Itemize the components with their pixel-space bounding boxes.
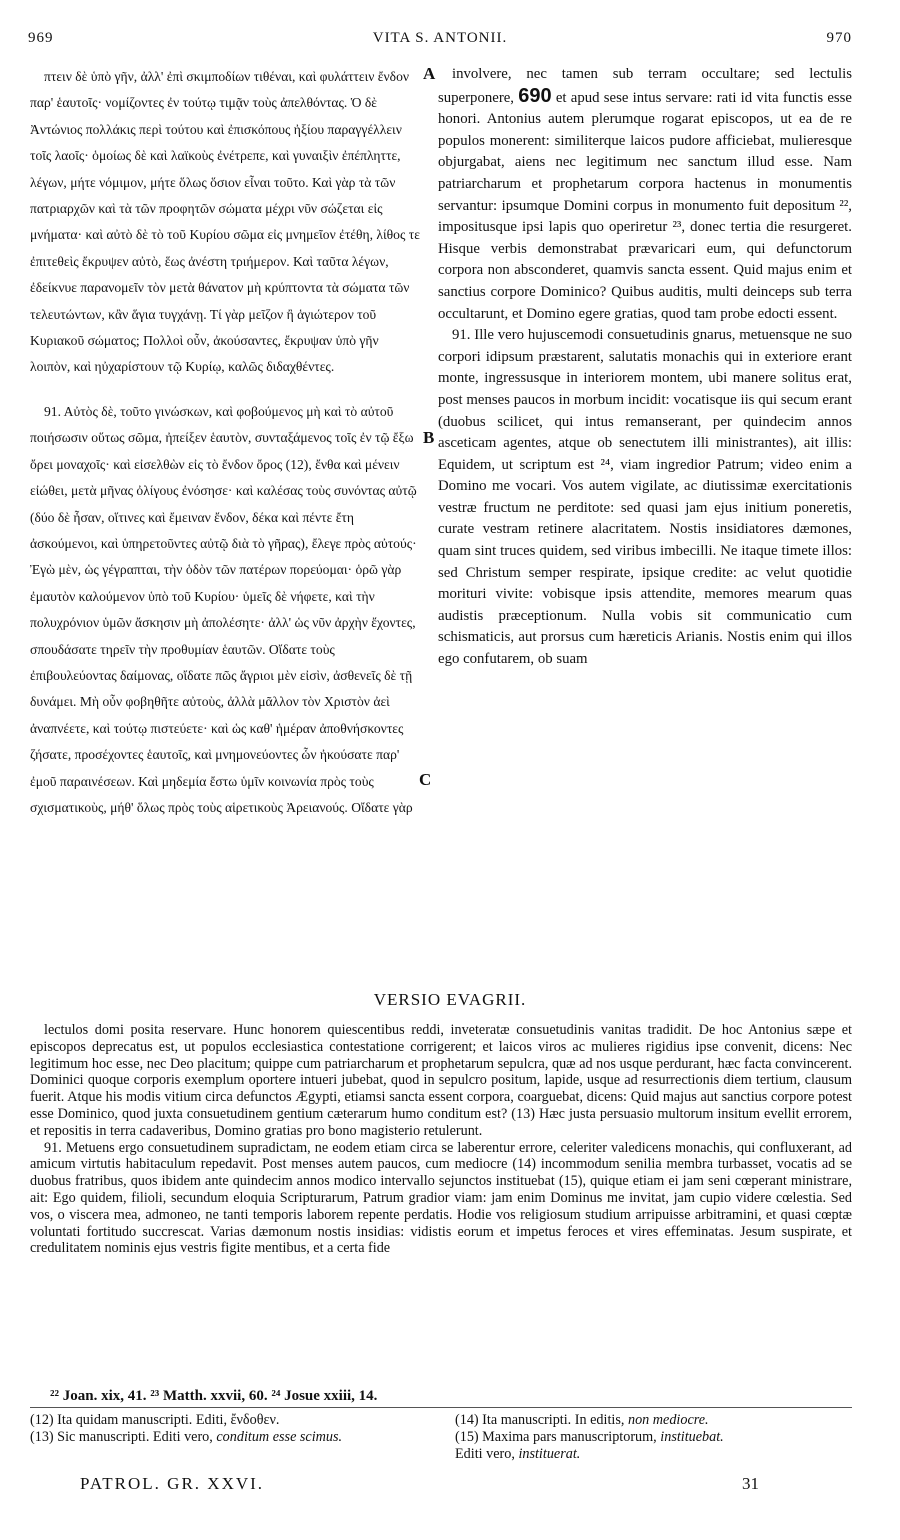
footnote-divider [30,1407,852,1408]
footnote: (12) Ita quidam manuscripti. Editi, ἔνδοθεν. [30,1412,280,1428]
volume-label: PATROL. GR. XXVI. [80,1474,265,1493]
section-marker-c: C [419,770,432,789]
page-number-left: 969 [28,30,54,46]
scripture-references: ²² Joan. xix, 41. ²³ Matth. xxvii, 60. ²⁴ Josue xxiii, 14. [50,1388,378,1404]
versio-paragraph: 91. Metuens ergo consuetudinem supradictam, ne eodem etiam circa se laberentur errore, celeriter valedicens monachis, qui confluxerant, ad amicum virtutis habitaculum repedavit. Post menses autem paucos, cum mediocre (14) incommodum senilia membra turbasset, vocatis ad se duobus fratribus, quos ibidem ante quindecim annos modico intervallo sejunctos instituebat (15), quique etiam ei jam seni cœperant ministrare, ait: Ego quidem, filioli, secundum eloquia Scripturarum, Patrum gradior viam: jam enim Dominus me invitat, jam cupio videre cœlestia. Sed vos, o viscera mea, admoneo, ne tanti temporis laborem repente perdatis. Hodie vos religiosum studium arripuisse arbitramini, et quasi cœptæ voluntati fortitudo succrescat. Varias dæmonum nostis insidias: vidistis eorum et impetus feroces et vires effeminatas. Jesum suspirate, et credulitatem nominis ejus vestris figite mentibus, et a certa fide [30,1139,852,1257]
page-header [28,30,852,52]
running-title: VITA S. ANTONII. [372,30,508,46]
migne-column-number: 690 [518,84,552,107]
signature-number: 31 [742,1474,759,1493]
section-marker-a: A [423,64,436,83]
footnote: (14) Ita manuscripti. In editis, non mediocre. [455,1412,709,1428]
footnote: (15) Maxima pars manuscriptorum, instituebat. Editi vero, instituerat. [455,1429,724,1462]
latin-paragraph: involvere, nec tamen sub terram occultare; sed lectulis superponere, 690 et apud sese intus servare: rati id vita functis esse honori. Antonius autem plerumque rogarat episcopos, ut ea de re populos monerent: similiterque laicos pudore afficiebat, mulieresque objurgabat, aiens nec legitimum nec sanctum illud esse. Nam patriarcharum et prophetarum corpora hactenus in monumentis servantur: ipsumque Domini corpus in monumento fuit depositum ²², impositusque ipsi lapis quo operiretur ²³, donec tertia die resurgeret. Hisque verbis demonstrabat prævaricari eum, qui defunctorum corpora non absconderet, quamvis sancta essent. Quid majus enim et sanctius corpore Dominico? Quibus auditis, multi deinceps sub terra occultarunt, et Domino egere gratias, quod tam probe edocti essent. [438,66,852,322]
latin-paragraph: 91. Ille vero hujuscemodi consuetudinis gnarus, metuensque ne suo corpori idipsum præstarent, salutatis monachis qui in exteriore erant monte, ingressusque in interiorem montem, ubi manere solitus erat, post menses paucos in morbum incidit: vocatisque iis qui secum erant (duobus scilicet, qui intus remanserant, per quindecim annos asceticam agentes, atque ob senectutem illi ministrantes), ait illis: Equidem, ut scriptum est ²⁴, viam ingredior Patrum; video enim a Domino me vocari. Vos autem vigilate, ac diutissimæ exercitationis vestræ fructum ne perditote: sed quasi jam ejus initium poneretis, curate vestram retinere alacritatem. Nostis insidiatores dæmones, quam sint truces quidem, sed viribus imbecilli. Ne itaque timete illos: sed Christum semper respirate, ipsique credite: ac velut quotidie morituri vivite: vobisque ipsis attendite, memores mearum quas audistis præceptionum. Nulla vobis sit communicatio cum schismaticis, aut prorsus cum hæreticis Arianis. Nostis enim qui illos ego confutarem, ob suam [438,327,852,668]
footnotes-right [455,1412,855,1463]
page-number-right: 970 [826,30,852,46]
section-marker-b: B [423,428,435,447]
greek-paragraph: πτειν δὲ ὑπὸ γῆν, ἀλλ' ἐπὶ σκιμποδίων τιθέναι, καὶ φυλάττειν ἔνδον παρ' ἑαυτοῖς· νομίζοντες ἐν τούτῳ τιμᾷν τοὺς ἀπελθόντας. Ὁ δὲ Ἀντώνιος πολλάκις περὶ τούτου καὶ ἐπισκόπους ἠξίου παραγγέλλειν τοῖς λαοῖς· ὁμοίως δὲ καὶ λαϊκοὺς ἐνέτρεπε, καὶ γυναιξὶν ἐπέπληττε, λέγων, μήτε νόμιμον, μήτε ὅλως ὅσιον εἶναι τοῦτο. Καὶ γὰρ τὰ τῶν πατριαρχῶν καὶ τὰ τῶν προφητῶν σώματα μέχρι νῦν σώζεται εἰς μνήματα· καὶ αὐτὸ δὲ τὸ τοῦ Κυρίου σῶμα εἰς μνημεῖον ἐτέθη, λίθος τε ἐπιτεθεὶς ἔκρυψεν αὐτὸ, ἕως ἀνέστη τριήμερον. Καὶ ταῦτα λέγων, ἐδείκνυε παρανομεῖν τὸν μετὰ θάνατον μὴ κρύπτοντα τὰ σώματα τῶν τελευτώντων, κἂν ἅγια τυγχάνῃ. Τί γὰρ μεῖζον ἢ ἁγιώτερον τοῦ Κυριακοῦ σώματος; Πολλοὶ οὖν, ἀκούσαντες, ἔκρυψαν ὑπὸ γῆν λοιπὸν, καὶ ηὐχαρίστουν τῷ Κυρίῳ, καλῶς διδαχθέντες. [30,69,420,375]
footnote: (13) Sic manuscripti. Editi vero, conditum esse scimus. [30,1429,343,1445]
greek-column [30,64,422,821]
greek-paragraph: 91. Αὐτὸς δὲ, τοῦτο γινώσκων, καὶ φοβούμενος μὴ καὶ τὸ αὐτοῦ ποιήσωσιν οὕτως σῶμα, ἠπείξεν ἑαυτὸν, συνταξάμενος τοῖς ἐν τῷ ἔξω ὄρει μοναχοῖς· καὶ εἰσελθὼν εἰς τὸ ἔνδον ὄρος (12), ἔνθα καὶ μένειν εἰώθει, μετὰ μῆνας ὀλίγους ἐνόσησε· καὶ καλέσας τοὺς συνόντας αὐτῷ (δύο δὲ ἦσαν, οἵτινες καὶ ἔμειναν ἔνδον, δέκα καὶ πέντε ἔτη ἀσκούμενοι, καὶ ὑπηρετοῦντες αὐτῷ διὰ τὸ γῆρας), ἔλεγε πρὸς αὐτούς· Ἐγὼ μὲν, ὡς γέγραπται, τὴν ὁδὸν τῶν πατέρων πορεύομαι· ὁρῶ γὰρ ἐμαυτὸν καλούμενον ὑπὸ τοῦ Κυρίου· ὑμεῖς δὲ νήφετε, καὶ τὴν πολυχρόνιον ὑμῶν ἄσκησιν μὴ ἀπολέσητε· ἀλλ' ὡς νῦν ἀρχὴν ἔχοντες, σπουδάσατε τηρεῖν τὴν προθυμίαν ἑαυτῶν. Οἴδατε τοὺς ἐπιβουλεύοντας δαίμονας, οἴδατε πῶς ἄγριοι μὲν εἰσὶν, ἀσθενεῖς δὲ τῇ δυνάμει. Μὴ οὖν φοβηθῆτε αὐτοὺς, ἀλλὰ μᾶλλον τὸν Χριστὸν ἀεὶ ἀναπνέετε, καὶ τούτῳ πιστεύετε· καὶ ὡς καθ' ἡμέραν ἀποθνήσκοντες ζήσατε, προσέχοντες ἑαυτοῖς, καὶ μνημονεύοντες ὧν ἠκούσατε παρ' ἐμοῦ παραινέσεων. Καὶ μηδεμία ἔστω ὑμῖν κοινωνία πρὸς τοὺς σχισματικοὺς, μήθ' ὅλως πρὸς τοὺς αἱρετικοὺς Ἀρειανούς. Οἴδατε γὰρ [30,403,417,815]
versio-evagrii [30,1022,852,1257]
latin-column [438,64,852,671]
footnotes-left [30,1412,440,1446]
versio-title: VERSIO EVAGRII. [373,990,527,1009]
versio-paragraph: lectulos domi posita reservare. Hunc honorem quiescentibus reddi, inveteratæ consuetudinis vanitas tradidit. De hoc Antonius sæpe et episcopos deprecatus est, ut populos ecclesiastica contestatione corrigerent; et laicos viros ac mulieres rigidius ipse convenit, dicens: Nec legitimum hoc esse, nec Deo placitum; quippe cum patriarcharum et prophetarum sepulcra, quæ ad nos usque perdurant, hæc facta convincerent. Dominici quoque corporis exemplum oportere intueri jubebat, quod in sepulcro positum, lapide, usque ad resurrectionis diem tertium, clausum fuerit. Atque his modis vitium circa defunctos Ægypti, etiamsi sancta essent corpora, coarguebat, dicens: Quid majus aut sanctius corpore potest esse Dominico, quod juxta consuetudinem gentium cæterarum humo conditum est? (13) Hæc justa persuasio multorum insitum evellit errorem, et repositis in terra cadaveribus, Domino gratias pro bono magisterio retulerunt. [30,1022,852,1139]
